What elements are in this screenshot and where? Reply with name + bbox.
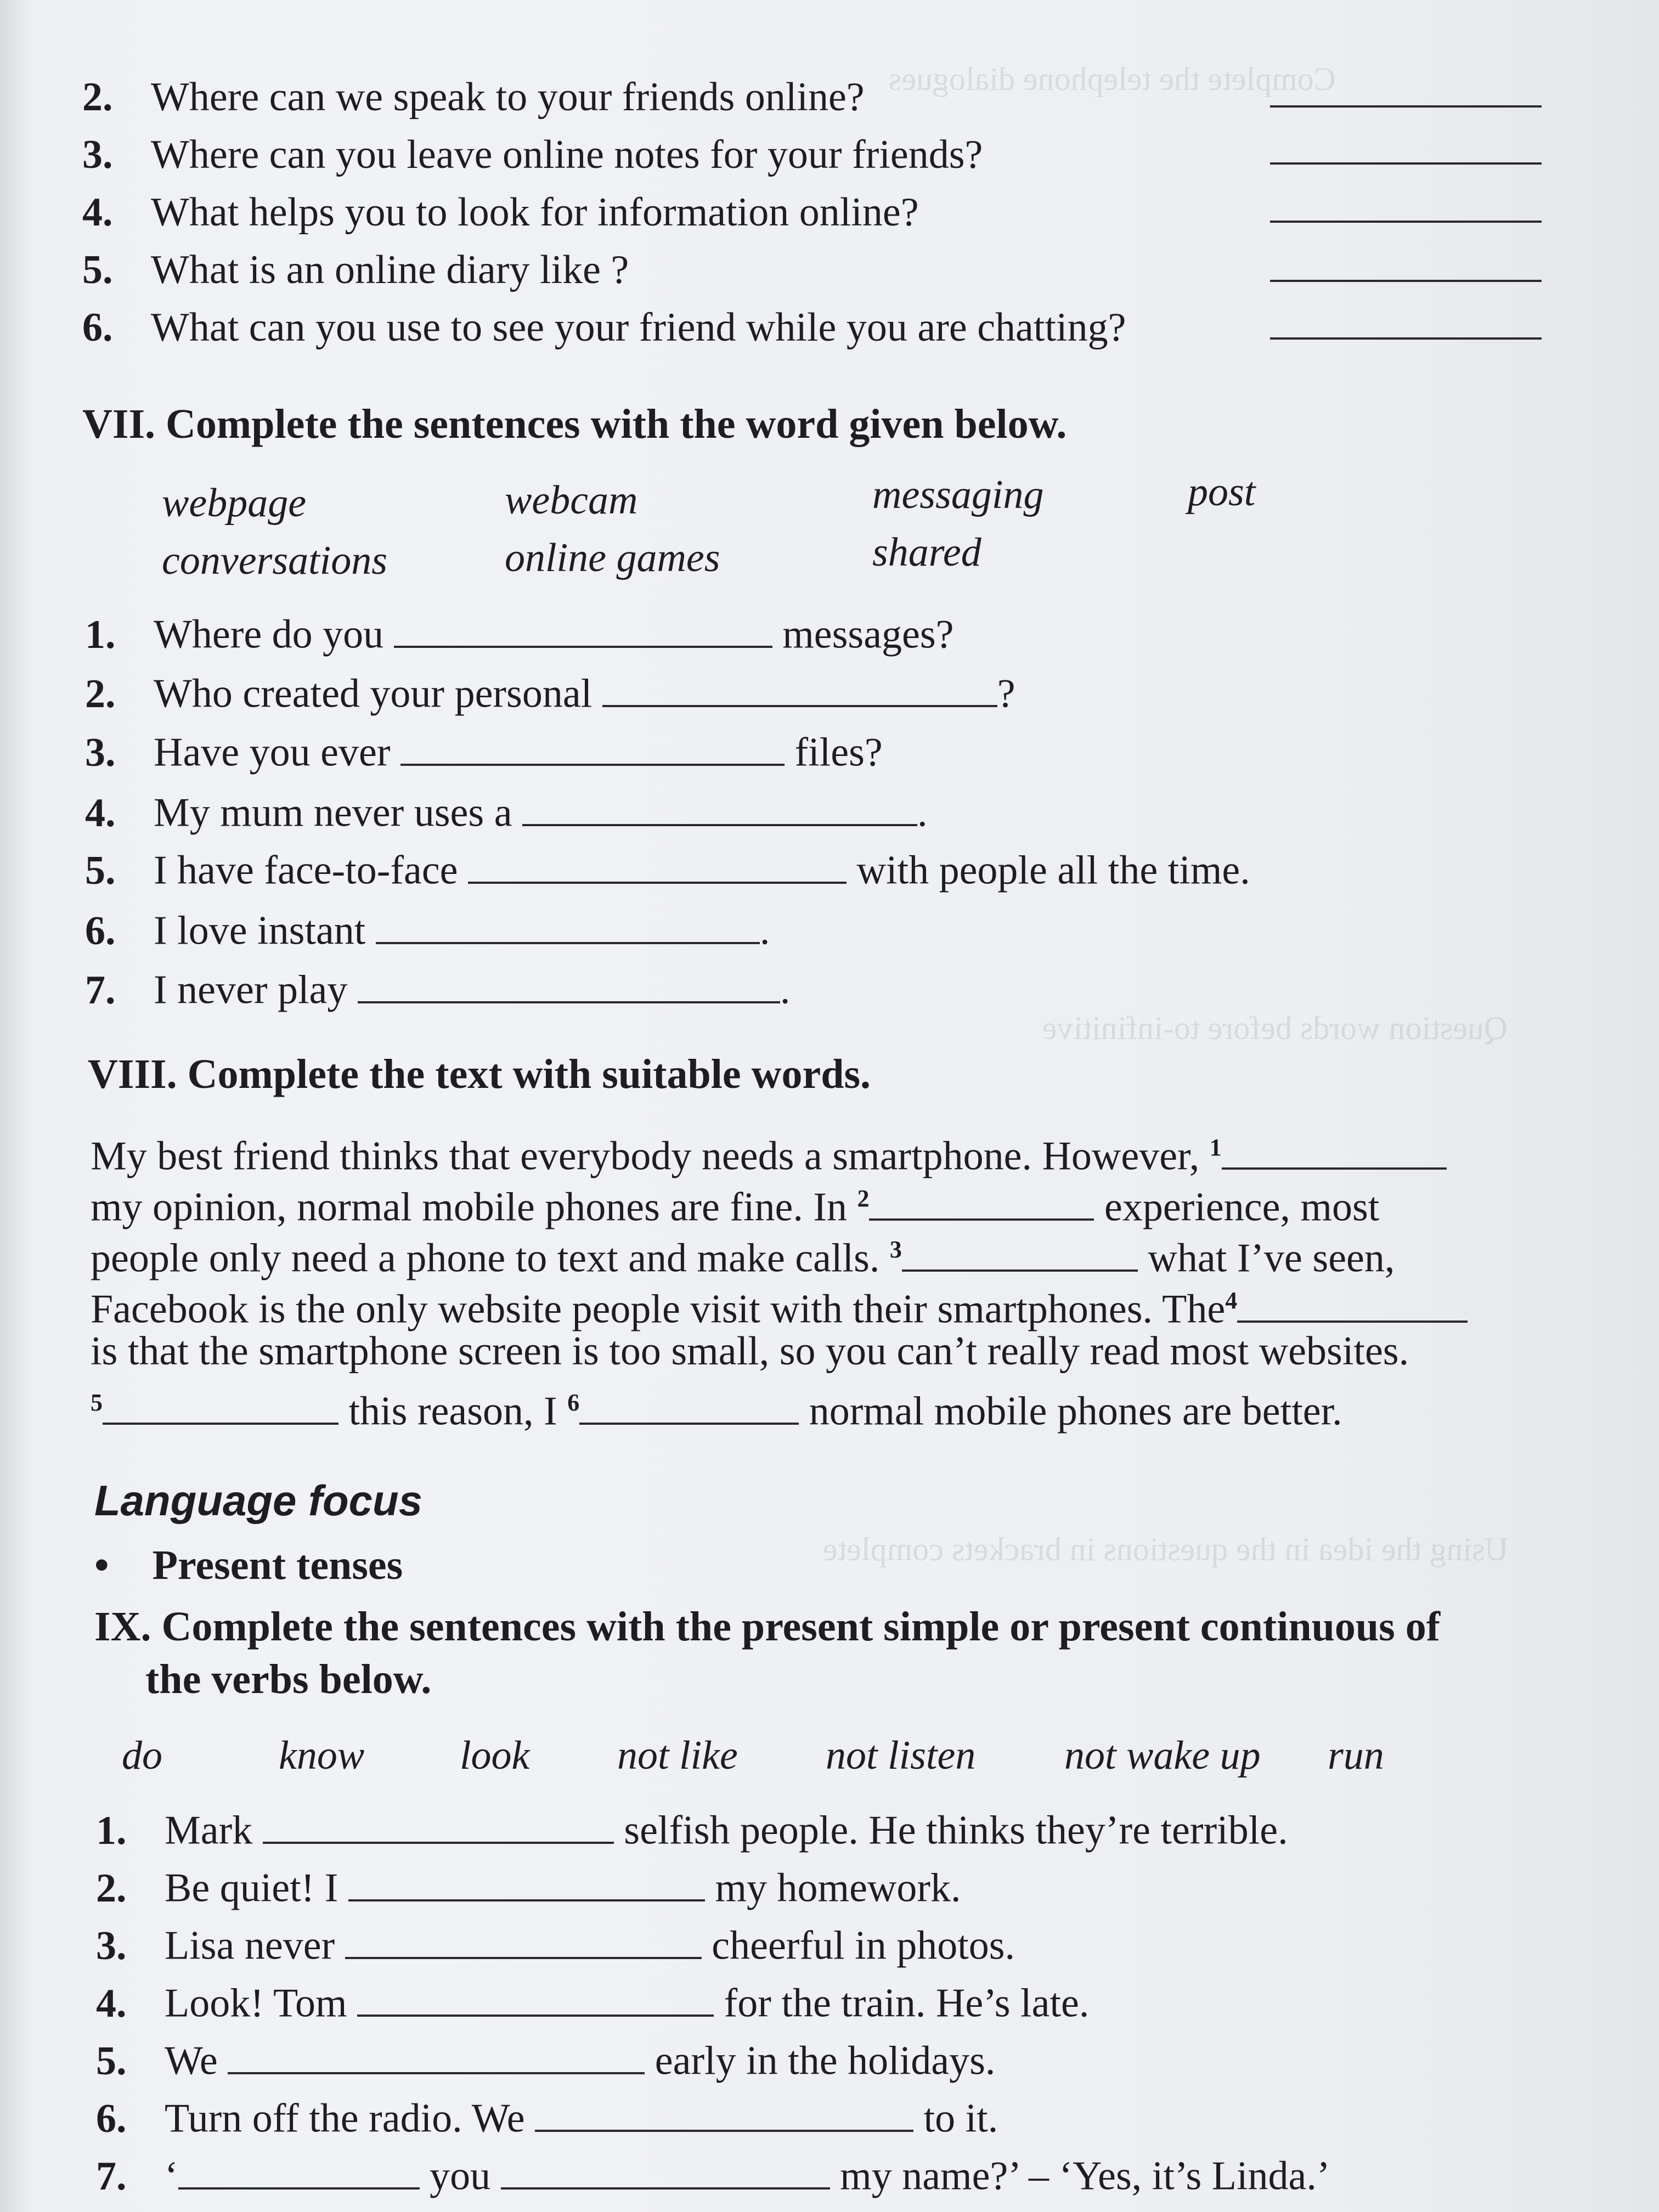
paragraph-text: this reason, I <box>348 1389 557 1434</box>
item-number: 6. <box>85 908 116 953</box>
language-focus-title: Language focus <box>94 1476 423 1525</box>
item-text: Mark <box>165 1808 253 1853</box>
exercise-item <box>96 2151 1330 2197</box>
item-text: with people all the time. <box>856 848 1250 893</box>
show-through-text: Question words before to-infinitive <box>1042 1010 1508 1046</box>
item-number: 7. <box>96 2153 127 2199</box>
section-heading: VIII. Complete the text with suitable words. <box>88 1051 871 1097</box>
paragraph-text: My best friend thinks that everybody needs a smartphone. However, <box>91 1133 1200 1179</box>
item-text: you <box>430 2153 491 2199</box>
item-text: Lisa never <box>165 1923 335 1968</box>
answer-blank[interactable] <box>178 2151 420 2190</box>
item-text: early in the holidays. <box>654 2038 996 2084</box>
section-heading: IX. Complete the sentences with the present simple or present continuous of <box>94 1604 1441 1650</box>
answer-blank[interactable] <box>468 845 847 884</box>
item-number: 2. <box>85 671 116 716</box>
verb-box-item: not like <box>617 1733 738 1778</box>
exercise-item <box>96 1978 1089 2024</box>
paragraph-text: what I’ve seen, <box>1148 1235 1395 1281</box>
answer-blank[interactable] <box>902 1233 1138 1272</box>
text-line <box>91 1377 1342 1437</box>
answer-blank[interactable] <box>579 1386 799 1425</box>
answer-blank[interactable] <box>376 905 760 944</box>
paragraph-text: normal mobile phones are better. <box>809 1389 1342 1434</box>
word-box-item: online games <box>505 535 720 580</box>
verb-box-item: not listen <box>826 1733 976 1778</box>
question-item <box>82 247 629 292</box>
question-number: 6. <box>82 305 113 350</box>
question-text: Where can we speak to your friends online? <box>151 75 865 120</box>
item-number: 4. <box>85 790 116 836</box>
verb-box-item: do <box>122 1733 162 1778</box>
question-item <box>82 134 983 175</box>
item-text: Look! Tom <box>165 1980 347 2026</box>
item-number: 6. <box>96 2096 127 2141</box>
item-number: 3. <box>85 730 116 775</box>
bullet-text: Present tenses <box>152 1542 403 1588</box>
question-item <box>82 192 919 233</box>
exercise-item <box>96 1863 961 1909</box>
gap-number: 2 <box>857 1185 870 1212</box>
verb-box-item: not wake up <box>1064 1733 1261 1778</box>
question-number: 4. <box>82 190 113 235</box>
item-number: 5. <box>85 848 116 893</box>
gap-number: 1 <box>1209 1134 1222 1161</box>
answer-blank[interactable] <box>1237 1284 1468 1323</box>
item-text: files? <box>794 730 883 775</box>
verb-box-item: run <box>1328 1733 1384 1778</box>
gap-number: 4 <box>1225 1287 1238 1314</box>
answer-blank[interactable] <box>1270 280 1542 282</box>
item-number: 7. <box>85 967 116 1013</box>
answer-blank[interactable] <box>602 668 997 707</box>
item-text: My mum never uses a <box>154 790 512 836</box>
item-text: Who created your personal <box>154 671 592 716</box>
verb-box-item: know <box>279 1733 365 1778</box>
answer-blank[interactable] <box>1270 337 1542 340</box>
item-number: 4. <box>96 1980 127 2026</box>
answer-blank[interactable] <box>1270 221 1542 223</box>
question-text: What can you use to see your friend while you are chatting? <box>151 305 1126 350</box>
answer-blank[interactable] <box>1222 1131 1447 1170</box>
item-text: ? <box>997 671 1015 716</box>
item-text: my name?’ – ‘Yes, it’s Linda.’ <box>840 2153 1330 2199</box>
answer-blank[interactable] <box>400 727 785 766</box>
item-text: for the train. He’s late. <box>724 1980 1090 2026</box>
item-text: my homework. <box>715 1865 961 1911</box>
item-number: 2. <box>96 1865 127 1911</box>
item-text: Be quiet! I <box>165 1865 338 1911</box>
bullet-item <box>94 1542 403 1589</box>
item-text: ‘ <box>165 2153 178 2199</box>
item-text: to it. <box>923 2096 998 2141</box>
answer-blank[interactable] <box>228 2035 645 2074</box>
item-text: I love instant <box>154 908 366 953</box>
show-through-text: Using the idea in the questions in brackets complete <box>823 1531 1509 1567</box>
word-box-item: webpage <box>162 481 307 526</box>
question-text: Where can you leave online notes for your friends? <box>151 132 983 177</box>
item-text: . <box>917 790 928 836</box>
section-heading: VII. Complete the sentences with the word given below. <box>82 401 1067 447</box>
section-heading-continued: the verbs below. <box>145 1656 432 1702</box>
paragraph-text: Facebook is the only website people visit with their smartphones. The <box>91 1286 1226 1332</box>
question-item <box>82 75 865 120</box>
item-text: messages? <box>782 612 954 657</box>
paragraph-text: people only need a phone to text and make calls. <box>91 1235 880 1281</box>
exercise-item <box>96 2035 996 2084</box>
text-line <box>91 1326 1409 1377</box>
item-text: I have face-to-face <box>154 848 458 893</box>
item-number: 3. <box>96 1923 127 1968</box>
answer-blank[interactable] <box>358 964 780 1003</box>
item-text: Turn off the radio. We <box>165 2096 525 2141</box>
exercise-item <box>85 727 883 773</box>
word-box-item: conversations <box>162 538 388 583</box>
exercise-item <box>85 668 1015 714</box>
bullet-dot: • <box>94 1542 109 1588</box>
paragraph-text: my opinion, normal mobile phones are fine. In <box>91 1184 847 1230</box>
item-text: Have you ever <box>154 730 391 775</box>
item-text: Where do you <box>154 612 384 657</box>
gap-number: 6 <box>567 1389 580 1416</box>
question-number: 2. <box>82 75 113 120</box>
question-number: 3. <box>82 132 113 177</box>
item-text: . <box>780 967 791 1013</box>
item-text: . <box>759 908 770 953</box>
answer-blank[interactable] <box>348 1863 705 1901</box>
exercise-item <box>85 787 928 836</box>
answer-blank[interactable] <box>263 1805 614 1844</box>
exercise-item <box>96 1920 1015 1966</box>
item-text: I never play <box>154 967 348 1013</box>
answer-blank[interactable] <box>357 1978 714 2017</box>
item-number: 5. <box>96 2038 127 2084</box>
answer-blank[interactable] <box>535 2093 913 2132</box>
exercise-item <box>85 905 770 951</box>
word-box-item: messaging <box>872 472 1044 517</box>
gap-number: 5 <box>91 1389 103 1416</box>
exercise-item <box>96 2093 998 2139</box>
item-text: We <box>165 2038 218 2084</box>
paragraph-text: is that the smartphone screen is too small, so you can’t really read most websites. <box>91 1329 1409 1374</box>
question-number: 5. <box>82 247 113 292</box>
exercise-item <box>85 609 954 655</box>
exercise-item <box>96 1805 1288 1851</box>
gap-number: 3 <box>889 1236 902 1263</box>
answer-blank[interactable] <box>345 1920 702 1959</box>
word-box-item: shared <box>872 530 981 575</box>
word-box-item: post <box>1188 470 1256 515</box>
answer-blank[interactable] <box>1270 105 1542 108</box>
answer-blank[interactable] <box>394 609 772 648</box>
answer-blank[interactable] <box>103 1386 338 1425</box>
word-box-item: webcam <box>505 478 638 523</box>
question-text: What helps you to look for information online? <box>151 190 919 235</box>
question-text: What is an online diary like ? <box>151 247 629 292</box>
answer-blank[interactable] <box>869 1182 1094 1221</box>
exercise-item <box>85 845 1250 891</box>
question-item <box>82 307 1126 348</box>
item-number: 1. <box>96 1808 127 1853</box>
answer-blank[interactable] <box>1270 162 1542 165</box>
item-number: 1. <box>85 612 116 657</box>
answer-blank[interactable] <box>522 787 917 826</box>
item-text: selfish people. He thinks they’re terrible. <box>624 1808 1288 1853</box>
verb-box-item: look <box>460 1733 530 1778</box>
exercise-item <box>85 964 790 1011</box>
show-through-text: Complete the telephone dialogues <box>889 61 1336 97</box>
paragraph-text: experience, most <box>1104 1184 1380 1230</box>
item-text: cheerful in photos. <box>712 1923 1015 1968</box>
answer-blank[interactable] <box>501 2151 830 2190</box>
